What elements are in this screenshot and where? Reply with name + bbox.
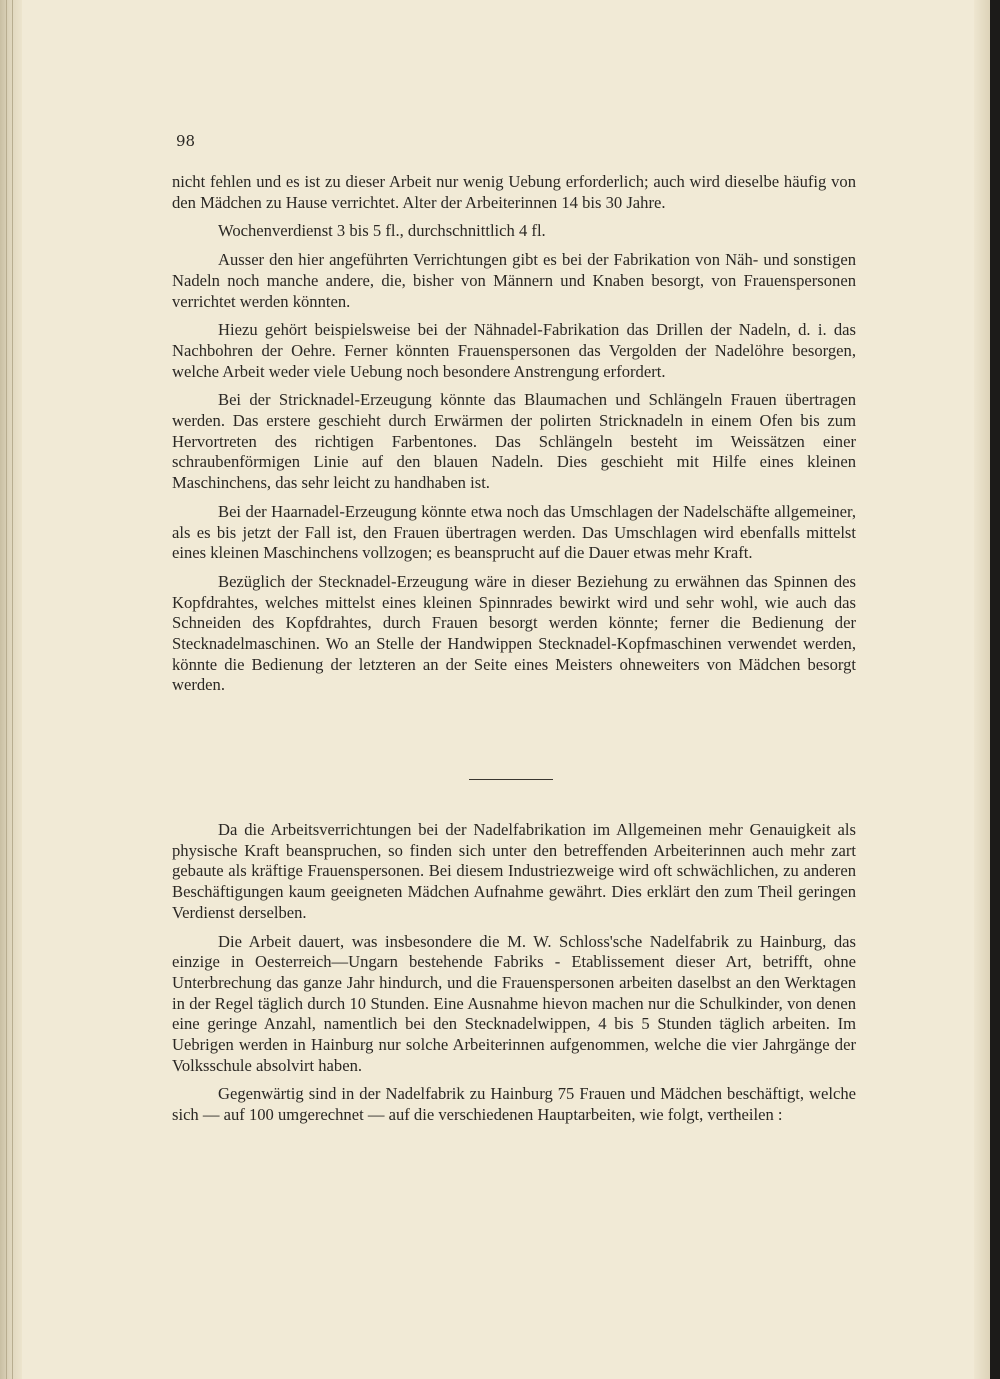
- paragraph: Ausser den hier angeführten Verrichtungen gibt es bei der Fabrikation von Näh- und sonstigen Nadeln noch manche andere, die, bisher von Männern und Knaben besorgt, von Frauenspersonen verrichtet werden könnten.: [172, 250, 856, 311]
- paragraph: Bei der Haarnadel-Erzeugung könnte etwa noch das Umschlagen der Nadelschäfte allgemeiner, als es bis jetzt der Fall ist, den Frauen übertragen werden. Das Umschlagen wird ebenfalls mittelst eines kleinen Maschinchens vollzogen; es beansprucht auf die Dauer etwas mehr Kraft.: [172, 501, 856, 563]
- spine-edge-line: [6, 0, 7, 1379]
- book-spine: [0, 0, 22, 1379]
- paragraph: nicht fehlen und es ist zu dieser Arbeit nur wenig Uebung erforderlich; auch wird dieselbe häufig von den Mädchen zu Hause verrichtet. Alter der Arbeiterinnen 14 bis 30 Jahre.: [172, 172, 856, 212]
- text-section-top: [172, 172, 856, 704]
- paragraph: Bezüglich der Stecknadel-Erzeugung wäre in dieser Beziehung zu erwähnen das Spinnen des Kopfdrahtes, welches mittelst eines kleinen Spinnrades bewirkt wird und sehr wohl, wie auch das Schneiden des Kopfdrahtes, durch Frauen besorgt werden könnte; ferner die Bedienung der Stecknadelmaschinen. Wo an Stelle der Handwippen Stecknadel-Kopfmaschinen verwendet werden, könnte die Bedienung der letzteren an der Seite eines Meisters ohneweiters von Mädchen besorgt werden.: [172, 571, 856, 695]
- paragraph: Die Arbeit dauert, was insbesondere die M. W. Schloss'sche Nadelfabrik zu Hainburg, das einzige in Oesterreich—Ungarn bestehende Fabriks - Etablissement dieser Art, betrifft, ohne Unterbrechung das ganze Jahr hindurch, und die Frauenspersonen arbeiten daselbst an den Werktagen in der Regel täglich durch 10 Stunden. Eine Ausnahme hievon machen nur die Schulkinder, von denen eine geringe Anzahl, namentlich bei den Stecknadelwippen, 4 bis 5 Stunden täglich arbeiten. Im Uebrigen werden in Hainburg nur solche Arbeiterinnen aufgenommen, welche die vier Jahrgänge der Volksschule absolvirt haben.: [172, 931, 856, 1075]
- section-divider: [469, 779, 553, 780]
- page-edge: [974, 0, 990, 1379]
- paragraph: Wochenverdienst 3 bis 5 fl., durchschnittlich 4 fl.: [218, 221, 546, 241]
- paragraph: Gegenwärtig sind in der Nadelfabrik zu Hainburg 75 Frauen und Mädchen beschäftigt, welche sich — auf 100 umgerechnet — auf die verschiedenen Hauptarbeiten, wie folgt, vertheilen :: [172, 1084, 856, 1125]
- page-number: 98: [176, 132, 196, 150]
- paragraph: Hiezu gehört beispielsweise bei der Nähnadel-Fabrikation das Drillen der Nadeln, d. i. das Nachbohren der Oehre. Ferner könnten Frauenspersonen das Vergolden der Nadelöhre besorgen, welche Arbeit weder viele Uebung noch besondere Anstrengung erfordert.: [172, 320, 856, 381]
- paragraph: Bei der Stricknadel-Erzeugung könnte das Blaumachen und Schlängeln Frauen übertragen werden. Das erstere geschieht durch Erwärmen der polirten Stricknadeln in einem Ofen bis zum Hervortreten des richtigen Farbentones. Das Schlängeln besteht im Weissätzen einer schraubenförmigen Linie auf den blauen Nadeln. Dies geschieht mit Hilfe eines kleinen Maschinchens, das sehr leicht zu handhaben ist.: [172, 390, 856, 493]
- spine-edge-line: [12, 0, 13, 1379]
- paragraph: Da die Arbeitsverrichtungen bei der Nadelfabrikation im Allgemeinen mehr Genauigkeit als physische Kraft beanspruchen, so finden sich unter den betreffenden Arbeiterinnen auch mehr zart gebaute als kräftige Frauenspersonen. Bei diesem Industriezweige wird oft schwächlichen, zu anderen Beschäftigungen kaum geeigneten Mädchen Aufnahme gewährt. Dies erklärt den zum Theil geringen Verdienst derselben.: [172, 820, 856, 922]
- text-section-bottom: [172, 820, 856, 1134]
